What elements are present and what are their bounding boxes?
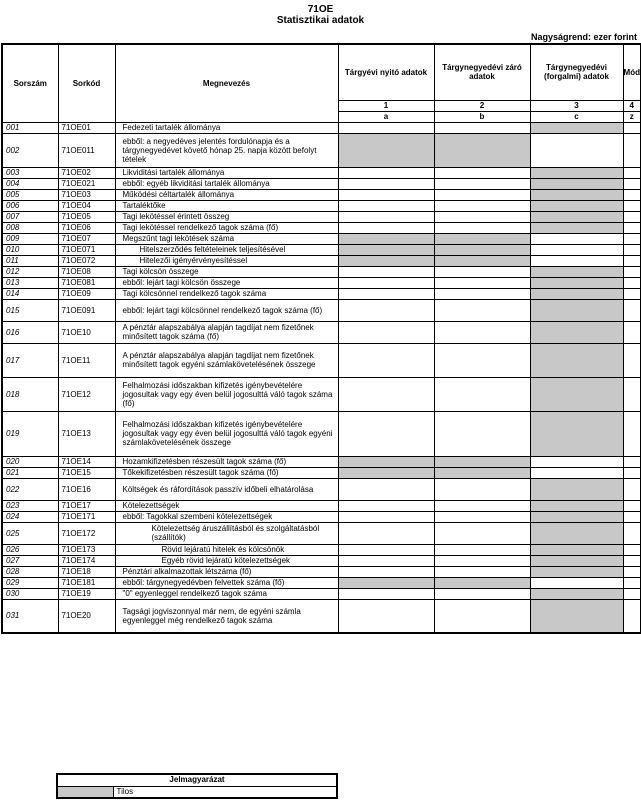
col-letter: b xyxy=(434,111,530,122)
row-number: 015 xyxy=(2,299,58,321)
row-label: ebből: lejárt tagi kölcsönnel rendelkező tagok száma (fő) xyxy=(115,299,338,321)
forbidden-cell xyxy=(530,478,623,500)
row-number: 016 xyxy=(2,321,58,343)
table-row xyxy=(2,222,641,233)
input-cell[interactable] xyxy=(434,200,530,211)
row-number: 027 xyxy=(2,555,58,566)
header-megnevezes: Megnevezés xyxy=(115,44,338,122)
input-cell[interactable] xyxy=(434,178,530,189)
forbidden-cell xyxy=(338,456,434,467)
input-cell[interactable] xyxy=(530,244,623,255)
row-label: Működési céltartalék állománya xyxy=(115,189,338,200)
input-cell[interactable] xyxy=(338,222,434,233)
table-row xyxy=(2,500,641,511)
row-number: 026 xyxy=(2,544,58,555)
input-cell[interactable] xyxy=(338,588,434,599)
forbidden-cell xyxy=(338,133,434,167)
input-cell[interactable] xyxy=(434,122,530,133)
row-code: 71OE071 xyxy=(58,244,115,255)
row-label: Pénztári alkalmazottak létszáma (fő) xyxy=(115,566,338,577)
forbidden-cell xyxy=(530,566,623,577)
row-label: Tagsági jogviszonnyal már nem, de egyéni számla egyenleggel még rendelkező tagok száma xyxy=(115,599,338,633)
row-number: 012 xyxy=(2,266,58,277)
input-cell[interactable] xyxy=(623,566,641,577)
forbidden-cell xyxy=(530,299,623,321)
table-row xyxy=(2,133,641,167)
row-label: Hitelezői igényérvényesítéssel xyxy=(115,255,338,266)
table-row xyxy=(2,277,641,288)
input-cell[interactable] xyxy=(623,500,641,511)
input-cell[interactable] xyxy=(623,244,641,255)
unit-label: Nagyságrend: ezer forint xyxy=(530,32,637,42)
input-cell[interactable] xyxy=(434,277,530,288)
input-cell[interactable] xyxy=(434,511,530,522)
header-col4: Mód xyxy=(623,44,641,100)
row-number: 004 xyxy=(2,178,58,189)
input-cell[interactable] xyxy=(623,222,641,233)
row-code: 71OE081 xyxy=(58,277,115,288)
row-number: 008 xyxy=(2,222,58,233)
row-code: 71OE08 xyxy=(58,266,115,277)
input-cell[interactable] xyxy=(434,321,530,343)
row-number: 024 xyxy=(2,511,58,522)
input-cell[interactable] xyxy=(338,299,434,321)
input-cell[interactable] xyxy=(530,577,623,588)
forbidden-cell xyxy=(530,211,623,222)
legend-tilos-label: Tilos xyxy=(113,786,337,798)
input-cell[interactable] xyxy=(530,456,623,467)
input-cell[interactable] xyxy=(434,377,530,411)
row-label: Rövid lejáratú hitelek és kölcsönök xyxy=(115,544,338,555)
row-number: 031 xyxy=(2,599,58,633)
forbidden-cell xyxy=(434,456,530,467)
table-row xyxy=(2,244,641,255)
row-code: 71OE072 xyxy=(58,255,115,266)
input-cell[interactable] xyxy=(434,544,530,555)
table-row xyxy=(2,321,641,343)
input-cell[interactable] xyxy=(623,411,641,456)
row-code: 71OE05 xyxy=(58,211,115,222)
row-code: 71OE01 xyxy=(58,122,115,133)
header-sorszam: Sorszám xyxy=(2,44,58,122)
forbidden-cell xyxy=(530,277,623,288)
input-cell[interactable] xyxy=(434,522,530,544)
row-label: Hitelszerződés feltételeinek teljesítésével xyxy=(115,244,338,255)
input-cell[interactable] xyxy=(338,288,434,299)
forbidden-cell xyxy=(434,244,530,255)
row-number: 030 xyxy=(2,588,58,599)
input-cell[interactable] xyxy=(434,566,530,577)
input-cell[interactable] xyxy=(434,599,530,633)
input-cell[interactable] xyxy=(338,266,434,277)
table-row xyxy=(2,200,641,211)
form-code: 71OE xyxy=(307,4,334,15)
input-cell[interactable] xyxy=(623,277,641,288)
forbidden-cell xyxy=(434,577,530,588)
forbidden-cell xyxy=(434,467,530,478)
forbidden-cell xyxy=(530,200,623,211)
header-col1: Tárgyévi nyitó adatok xyxy=(338,44,434,100)
row-label: "0" egyenleggel rendelkező tagok száma xyxy=(115,588,338,599)
row-number: 029 xyxy=(2,577,58,588)
input-cell[interactable] xyxy=(623,544,641,555)
table-row xyxy=(2,377,641,411)
input-cell[interactable] xyxy=(338,167,434,178)
row-code: 71OE06 xyxy=(58,222,115,233)
input-cell[interactable] xyxy=(623,211,641,222)
row-code: 71OE171 xyxy=(58,511,115,522)
row-code: 71OE07 xyxy=(58,233,115,244)
row-number: 013 xyxy=(2,277,58,288)
input-cell[interactable] xyxy=(338,500,434,511)
input-cell[interactable] xyxy=(434,299,530,321)
input-cell[interactable] xyxy=(338,377,434,411)
col-letter: c xyxy=(530,111,623,122)
row-code: 71OE02 xyxy=(58,167,115,178)
input-cell[interactable] xyxy=(338,599,434,633)
row-code: 71OE19 xyxy=(58,588,115,599)
forbidden-cell xyxy=(530,511,623,522)
row-code: 71OE17 xyxy=(58,500,115,511)
forbidden-cell xyxy=(530,222,623,233)
row-label: Kötelezettség áruszállításból és szolgáltatásból (szállítók) xyxy=(115,522,338,544)
row-label: Egyéb rövid lejáratú kötelezettségek xyxy=(115,555,338,566)
row-label: A pénztár alapszabálya alapján tagdíjat nem fizetőnek minősített tagok száma (fő) xyxy=(115,321,338,343)
input-cell[interactable] xyxy=(623,343,641,377)
input-cell[interactable] xyxy=(338,200,434,211)
table-row xyxy=(2,299,641,321)
input-cell[interactable] xyxy=(338,343,434,377)
row-code: 71OE18 xyxy=(58,566,115,577)
forbidden-cell xyxy=(338,577,434,588)
table-row xyxy=(2,478,641,500)
input-cell[interactable] xyxy=(434,478,530,500)
row-code: 71OE04 xyxy=(58,200,115,211)
input-cell[interactable] xyxy=(338,522,434,544)
row-number: 014 xyxy=(2,288,58,299)
forbidden-cell xyxy=(530,321,623,343)
table-row xyxy=(2,288,641,299)
input-cell[interactable] xyxy=(623,478,641,500)
input-cell[interactable] xyxy=(530,467,623,478)
row-code: 71OE15 xyxy=(58,467,115,478)
input-cell[interactable] xyxy=(530,233,623,244)
input-cell[interactable] xyxy=(338,277,434,288)
row-number: 003 xyxy=(2,167,58,178)
table-row xyxy=(2,577,641,588)
forbidden-cell xyxy=(530,343,623,377)
table-row xyxy=(2,343,641,377)
row-code: 71OE03 xyxy=(58,189,115,200)
col-number: 1 xyxy=(338,100,434,111)
input-cell[interactable] xyxy=(434,343,530,377)
forbidden-cell xyxy=(530,411,623,456)
table-row xyxy=(2,588,641,599)
input-cell[interactable] xyxy=(623,321,641,343)
input-cell[interactable] xyxy=(434,189,530,200)
row-number: 017 xyxy=(2,343,58,377)
row-label: Felhalmozási időszakban kifizetés igénybevételére jogosultak vagy egy éven belül jogosulttá váló tagok száma (fő) xyxy=(115,377,338,411)
input-cell[interactable] xyxy=(623,577,641,588)
forbidden-cell xyxy=(530,266,623,277)
row-code: 71OE181 xyxy=(58,577,115,588)
table-row xyxy=(2,411,641,456)
forbidden-cell xyxy=(530,500,623,511)
input-cell[interactable] xyxy=(623,266,641,277)
input-cell[interactable] xyxy=(623,522,641,544)
forbidden-cell xyxy=(530,178,623,189)
row-label: ebből: Tagokkal szembeni kötelezettségek xyxy=(115,511,338,522)
header-sorkod: Sorkód xyxy=(58,44,115,122)
row-number: 001 xyxy=(2,122,58,133)
row-number: 007 xyxy=(2,211,58,222)
input-cell[interactable] xyxy=(434,288,530,299)
input-cell[interactable] xyxy=(623,588,641,599)
input-cell[interactable] xyxy=(338,211,434,222)
table-row xyxy=(2,178,641,189)
input-cell[interactable] xyxy=(623,377,641,411)
row-number: 006 xyxy=(2,200,58,211)
forbidden-cell xyxy=(530,189,623,200)
row-number: 009 xyxy=(2,233,58,244)
row-code: 71OE12 xyxy=(58,377,115,411)
row-label: A pénztár alapszabálya alapján tagdíjat nem fizetőnek minősített tagok egyéni számlakövetelésének összege xyxy=(115,343,338,377)
input-cell[interactable] xyxy=(434,211,530,222)
row-number: 018 xyxy=(2,377,58,411)
forbidden-cell xyxy=(530,377,623,411)
row-number: 022 xyxy=(2,478,58,500)
forbidden-cell xyxy=(338,255,434,266)
input-cell[interactable] xyxy=(338,511,434,522)
table-row xyxy=(2,511,641,522)
input-cell[interactable] xyxy=(530,133,623,167)
row-label: Fedezeti tartalék állománya xyxy=(115,122,338,133)
input-cell[interactable] xyxy=(338,544,434,555)
table-row xyxy=(2,122,641,133)
forbidden-cell xyxy=(434,133,530,167)
input-cell[interactable] xyxy=(623,511,641,522)
input-cell[interactable] xyxy=(434,411,530,456)
row-label: Tartaléktőke xyxy=(115,200,338,211)
input-cell[interactable] xyxy=(338,178,434,189)
legend-title: Jelmagyarázat xyxy=(57,774,337,786)
input-cell[interactable] xyxy=(338,566,434,577)
input-cell[interactable] xyxy=(434,500,530,511)
row-code: 71OE16 xyxy=(58,478,115,500)
table-row xyxy=(2,211,641,222)
table-row xyxy=(2,255,641,266)
input-cell[interactable] xyxy=(623,555,641,566)
legend xyxy=(56,773,338,799)
row-code: 71OE011 xyxy=(58,133,115,167)
input-cell[interactable] xyxy=(338,555,434,566)
row-label: ebből: a negyedéves jelentés fordulónapja és a tárgynegyedévet követő hónap 25. napja között befolyt tételek xyxy=(115,133,338,167)
row-code: 71OE20 xyxy=(58,599,115,633)
input-cell[interactable] xyxy=(338,122,434,133)
col-number: 3 xyxy=(530,100,623,111)
input-cell[interactable] xyxy=(623,178,641,189)
input-cell[interactable] xyxy=(623,233,641,244)
row-code: 71OE172 xyxy=(58,522,115,544)
input-cell[interactable] xyxy=(338,478,434,500)
table-row xyxy=(2,522,641,544)
row-label: Tagi lekötéssel érintett összeg xyxy=(115,211,338,222)
row-code: 71OE13 xyxy=(58,411,115,456)
forbidden-cell xyxy=(530,555,623,566)
forbidden-cell xyxy=(434,255,530,266)
row-code: 71OE10 xyxy=(58,321,115,343)
col-letter: z xyxy=(623,111,641,122)
row-label: ebből: lejárt tagi kölcsön összege xyxy=(115,277,338,288)
input-cell[interactable] xyxy=(623,456,641,467)
row-label: Tőkekifizetésben részesült tagok száma (fő) xyxy=(115,467,338,478)
input-cell[interactable] xyxy=(434,222,530,233)
row-label: Tagi lekötéssel rendelkező tagok száma (fő) xyxy=(115,222,338,233)
input-cell[interactable] xyxy=(623,467,641,478)
row-number: 023 xyxy=(2,500,58,511)
row-code: 71OE11 xyxy=(58,343,115,377)
input-cell[interactable] xyxy=(434,266,530,277)
row-code: 71OE091 xyxy=(58,299,115,321)
input-cell[interactable] xyxy=(623,189,641,200)
input-cell[interactable] xyxy=(434,555,530,566)
table-row xyxy=(2,189,641,200)
forbidden-cell xyxy=(338,467,434,478)
input-cell[interactable] xyxy=(338,411,434,456)
forbidden-cell xyxy=(530,588,623,599)
forbidden-cell xyxy=(530,522,623,544)
table-row xyxy=(2,544,641,555)
col-number: 4 xyxy=(623,100,641,111)
input-cell[interactable] xyxy=(530,255,623,266)
row-label: ebből: tárgynegyedévben felvettek száma (fő) xyxy=(115,577,338,588)
row-number: 002 xyxy=(2,133,58,167)
table-row xyxy=(2,566,641,577)
row-code: 71OE14 xyxy=(58,456,115,467)
row-number: 010 xyxy=(2,244,58,255)
row-label: Megszűnt tagi lekötések száma xyxy=(115,233,338,244)
forbidden-cell xyxy=(530,599,623,633)
row-number: 021 xyxy=(2,467,58,478)
header-col3: Tárgynegyedévi (forgalmi) adatok xyxy=(530,44,623,100)
input-cell[interactable] xyxy=(623,599,641,633)
row-label: Költségek és ráfordítások passzív időbeli elhatárolása xyxy=(115,478,338,500)
row-label: Likviditási tartalék állománya xyxy=(115,167,338,178)
table-row xyxy=(2,456,641,467)
row-number: 028 xyxy=(2,566,58,577)
row-number: 025 xyxy=(2,522,58,544)
input-cell[interactable] xyxy=(338,321,434,343)
table-row xyxy=(2,555,641,566)
row-label: Hozamkifizetésben részesült tagok száma (fő) xyxy=(115,456,338,467)
row-label: ebből: egyéb likviditási tartalék állománya xyxy=(115,178,338,189)
table-row xyxy=(2,233,641,244)
row-number: 005 xyxy=(2,189,58,200)
table-row xyxy=(2,599,641,633)
header-col2: Tárgynegyedévi záró adatok xyxy=(434,44,530,100)
forbidden-cell xyxy=(338,233,434,244)
forbidden-cell xyxy=(530,544,623,555)
col-number: 2 xyxy=(434,100,530,111)
table-row xyxy=(2,266,641,277)
row-label: Tagi kölcsön összege xyxy=(115,266,338,277)
forbidden-cell xyxy=(434,233,530,244)
row-number: 019 xyxy=(2,411,58,456)
input-cell[interactable] xyxy=(338,189,434,200)
input-cell[interactable] xyxy=(623,288,641,299)
table-row xyxy=(2,467,641,478)
input-cell[interactable] xyxy=(434,167,530,178)
row-label: Tagi kölcsönnel rendelkező tagok száma xyxy=(115,288,338,299)
forbidden-cell xyxy=(530,288,623,299)
input-cell[interactable] xyxy=(434,588,530,599)
row-number: 011 xyxy=(2,255,58,266)
row-code: 71OE174 xyxy=(58,555,115,566)
input-cell[interactable] xyxy=(623,255,641,266)
input-cell[interactable] xyxy=(623,299,641,321)
col-letter: a xyxy=(338,111,434,122)
input-cell[interactable] xyxy=(623,200,641,211)
row-code: 71OE021 xyxy=(58,178,115,189)
input-cell[interactable] xyxy=(623,133,641,167)
row-number: 020 xyxy=(2,456,58,467)
table-row xyxy=(2,167,641,178)
row-code: 71OE09 xyxy=(58,288,115,299)
forbidden-cell xyxy=(530,122,623,133)
row-label: Felhalmozási időszakban kifizetés igénybevételére jogosultak vagy egy éven belül jogosulttá váló tagok egyéni számlakövetelésének összege xyxy=(115,411,338,456)
input-cell[interactable] xyxy=(623,167,641,178)
forbidden-cell xyxy=(338,244,434,255)
row-code: 71OE173 xyxy=(58,544,115,555)
form-title: Statisztikai adatok xyxy=(276,15,365,26)
row-label: Kötelezettségek xyxy=(115,500,338,511)
forbidden-cell xyxy=(530,167,623,178)
input-cell[interactable] xyxy=(623,122,641,133)
legend-swatch xyxy=(57,786,113,798)
statistics-table xyxy=(1,43,641,634)
